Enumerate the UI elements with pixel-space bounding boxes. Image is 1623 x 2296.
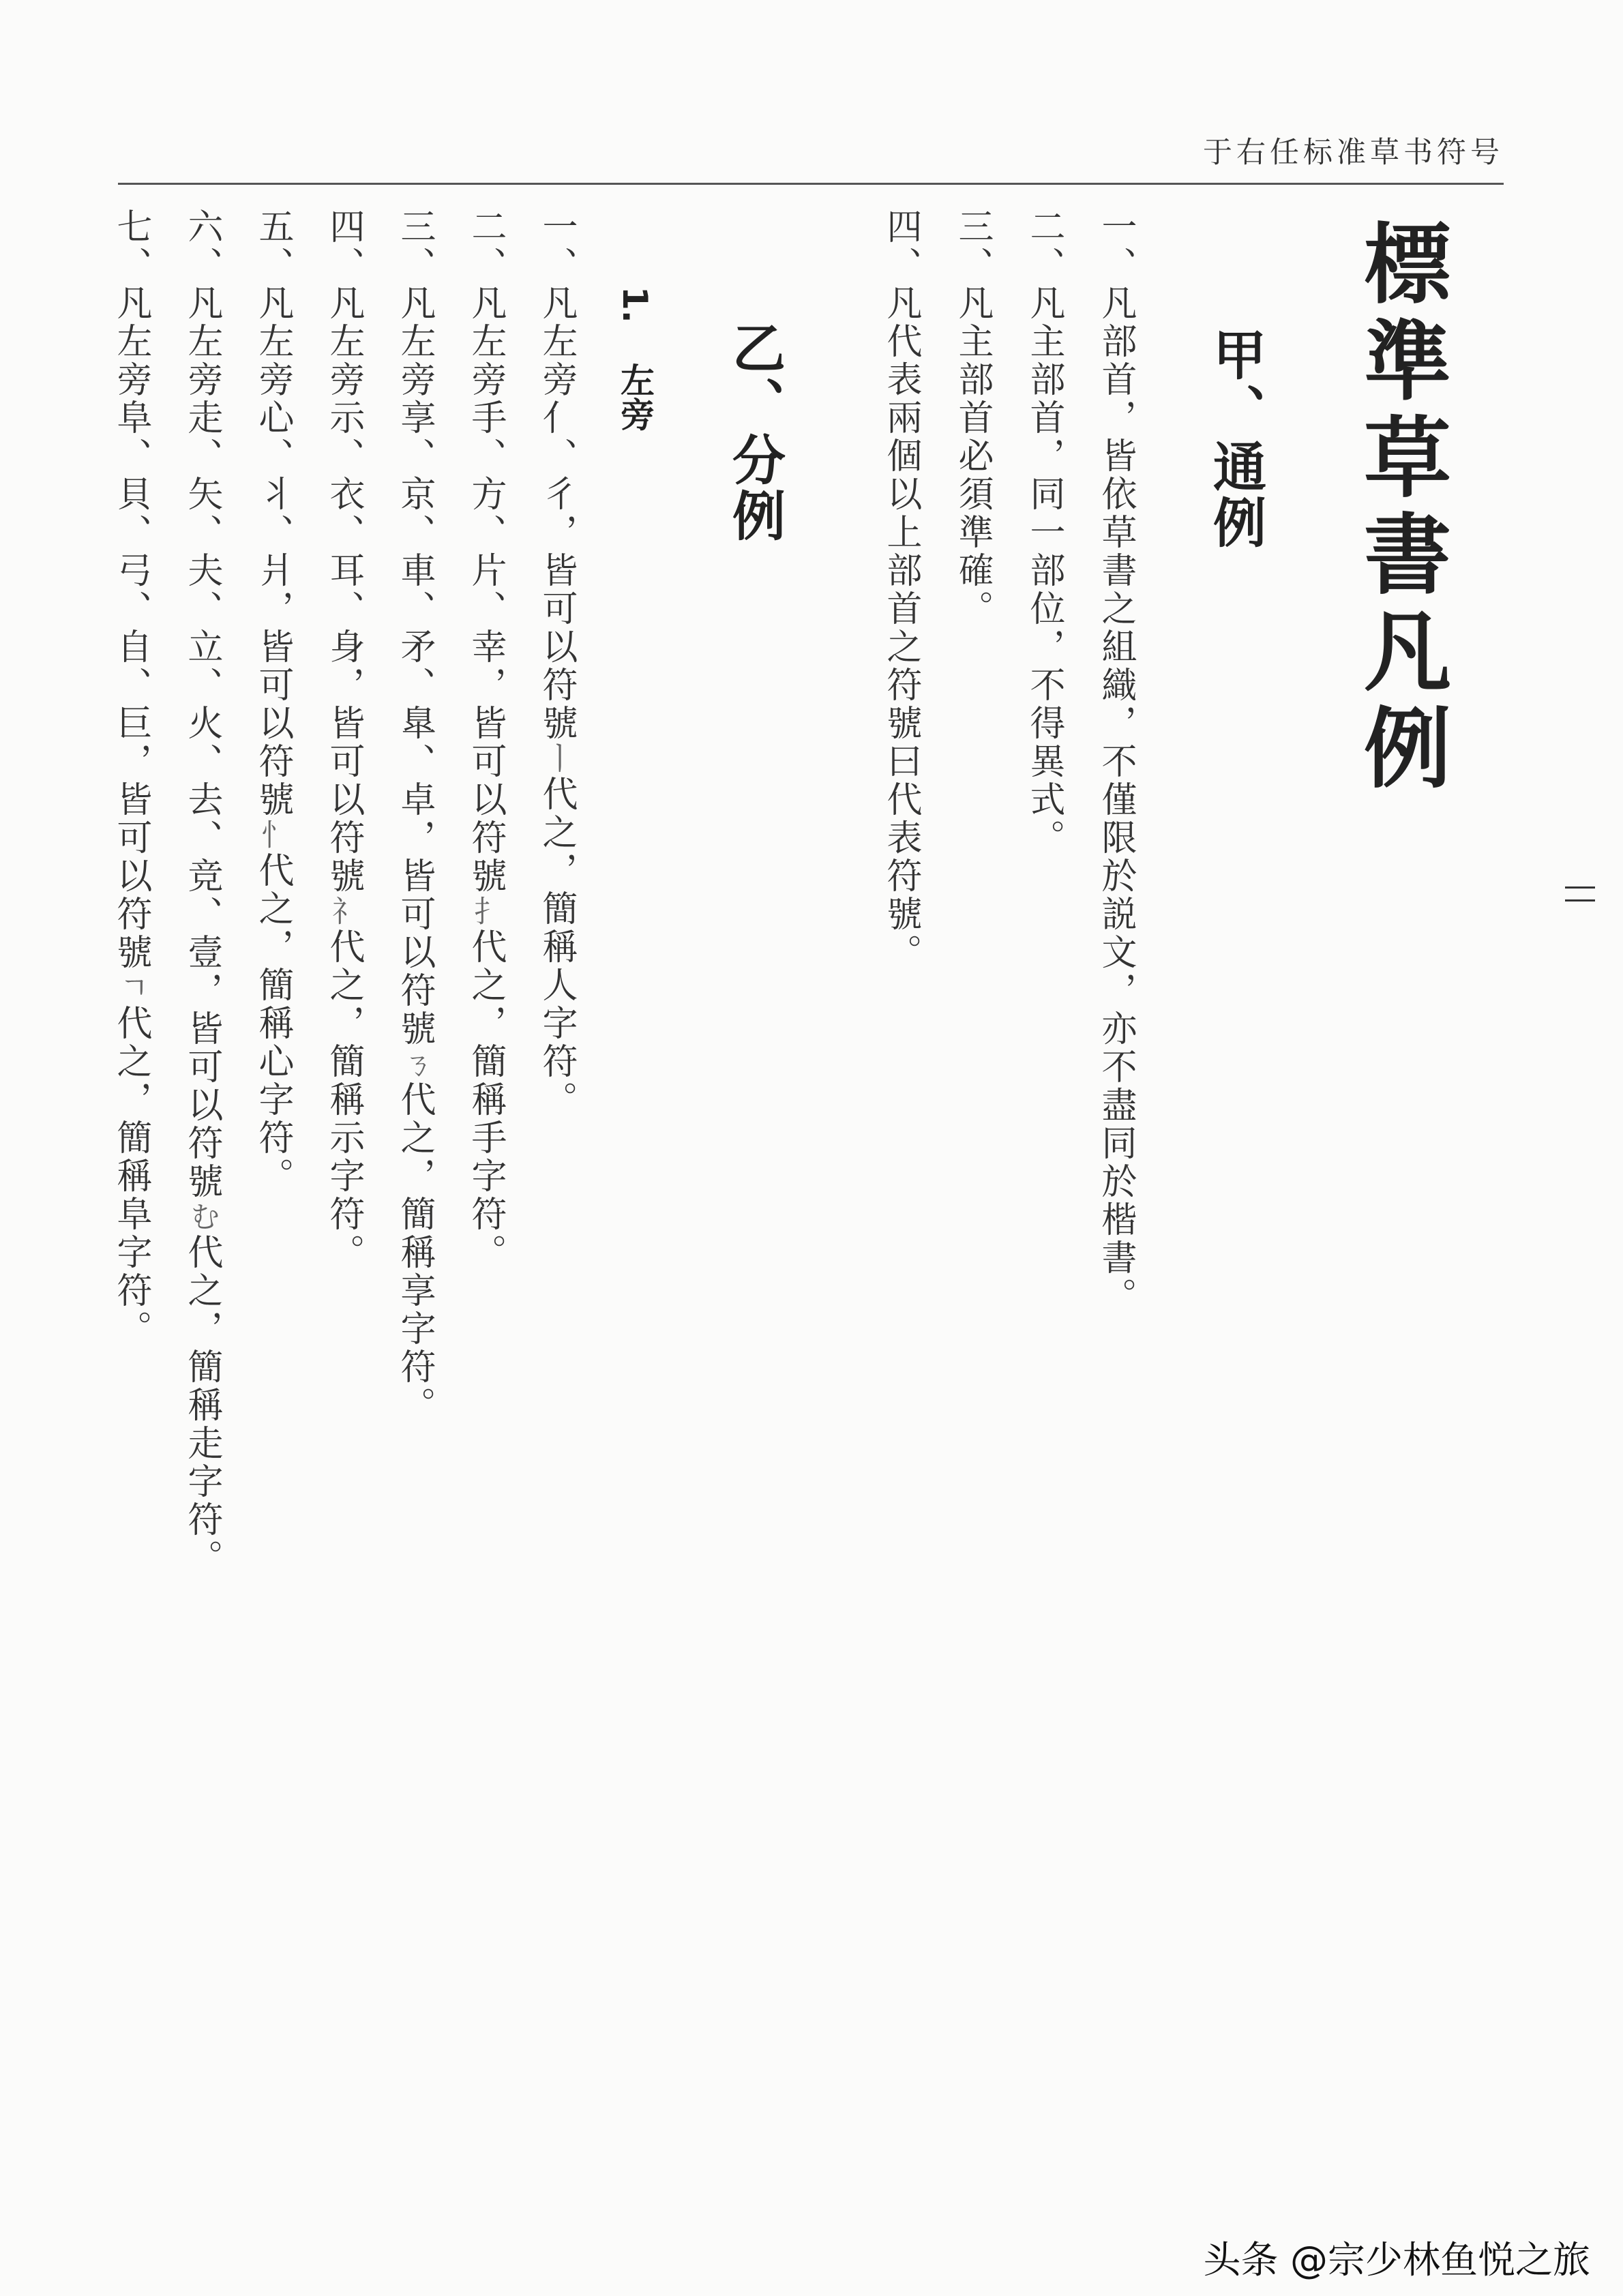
cursive-symbol: ㅣ [539, 743, 574, 775]
item-text: 代之，簡稱心字符。 [252, 852, 293, 1195]
item-text: 代之，簡稱人字符。 [536, 775, 577, 1119]
section-b-item-4 [323, 208, 364, 1272]
subheading-number: 1. [615, 286, 655, 323]
cursive-symbol: 礻 [327, 895, 361, 928]
cursive-symbol: 忄 [256, 819, 291, 852]
item-text: 五、凡左旁心、丬、爿，皆可以符號 [252, 208, 293, 819]
item-text: 代之，簡稱阜字符。 [110, 1004, 151, 1348]
item-text: 代之，簡稱手字符。 [465, 928, 506, 1272]
item-text: 三、凡左旁享、京、車、矛、臯、卓，皆可以符號 [394, 208, 435, 1048]
section-a-item-2: 二、凡主部首，同一部位，不得異式。 [1024, 208, 1064, 857]
header-rule [118, 183, 1504, 185]
item-text: 一、凡左旁亻、彳，皆可以符號 [536, 208, 577, 743]
book-title-header: 于右任标准草书符号 [1203, 136, 1504, 170]
cursive-symbol: 扌 [468, 895, 503, 928]
section-a-item-3: 三、凡主部首必須準確。 [952, 208, 993, 628]
section-a-heading: 甲、通例 [1204, 327, 1266, 551]
item-text: 代之，簡稱走字符。 [181, 1234, 222, 1577]
page-number-mark [1565, 886, 1595, 901]
item-text: 二、凡左旁手、方、片、幸，皆可以符號 [465, 208, 506, 895]
section-b-item-6 [181, 208, 222, 1577]
subheading-text: 左旁 [615, 362, 655, 431]
item-text: 代之，簡稱示字符。 [323, 928, 364, 1272]
cursive-symbol: ㄋ [398, 1048, 432, 1081]
section-b-heading: 乙、分例 [724, 320, 785, 544]
section-a-item-4: 四、凡代表兩個以上部首之符號曰代表符號。 [880, 208, 921, 972]
item-text: 代之，簡稱享字符。 [394, 1081, 435, 1425]
cursive-symbol: ㄱ [114, 972, 149, 1004]
page-title: 標準草書凡例 [1349, 218, 1451, 799]
section-a-item-1: 一、凡部首，皆依草書之組織，不僅限於説文，亦不盡同於楷書。 [1095, 208, 1136, 1315]
section-b-item-5 [252, 208, 293, 1195]
section-b-subheading [610, 286, 659, 431]
watermark: 头条 @宗少林鱼悦之旅 [1203, 2238, 1590, 2282]
section-b-item-3 [394, 208, 435, 1425]
item-text: 六、凡左旁走、矢、夫、立、火、去、竞、壹，皆可以符號 [181, 208, 222, 1201]
section-b-item-7 [110, 208, 151, 1348]
cursive-symbol: む [185, 1201, 220, 1234]
section-b-item-1 [536, 208, 577, 1119]
item-text: 四、凡左旁示、衣、耳、身，皆可以符號 [323, 208, 364, 895]
item-text: 七、凡左旁阜、貝、弓、自、巨，皆可以符號 [110, 208, 151, 972]
section-b-item-2 [465, 208, 506, 1272]
